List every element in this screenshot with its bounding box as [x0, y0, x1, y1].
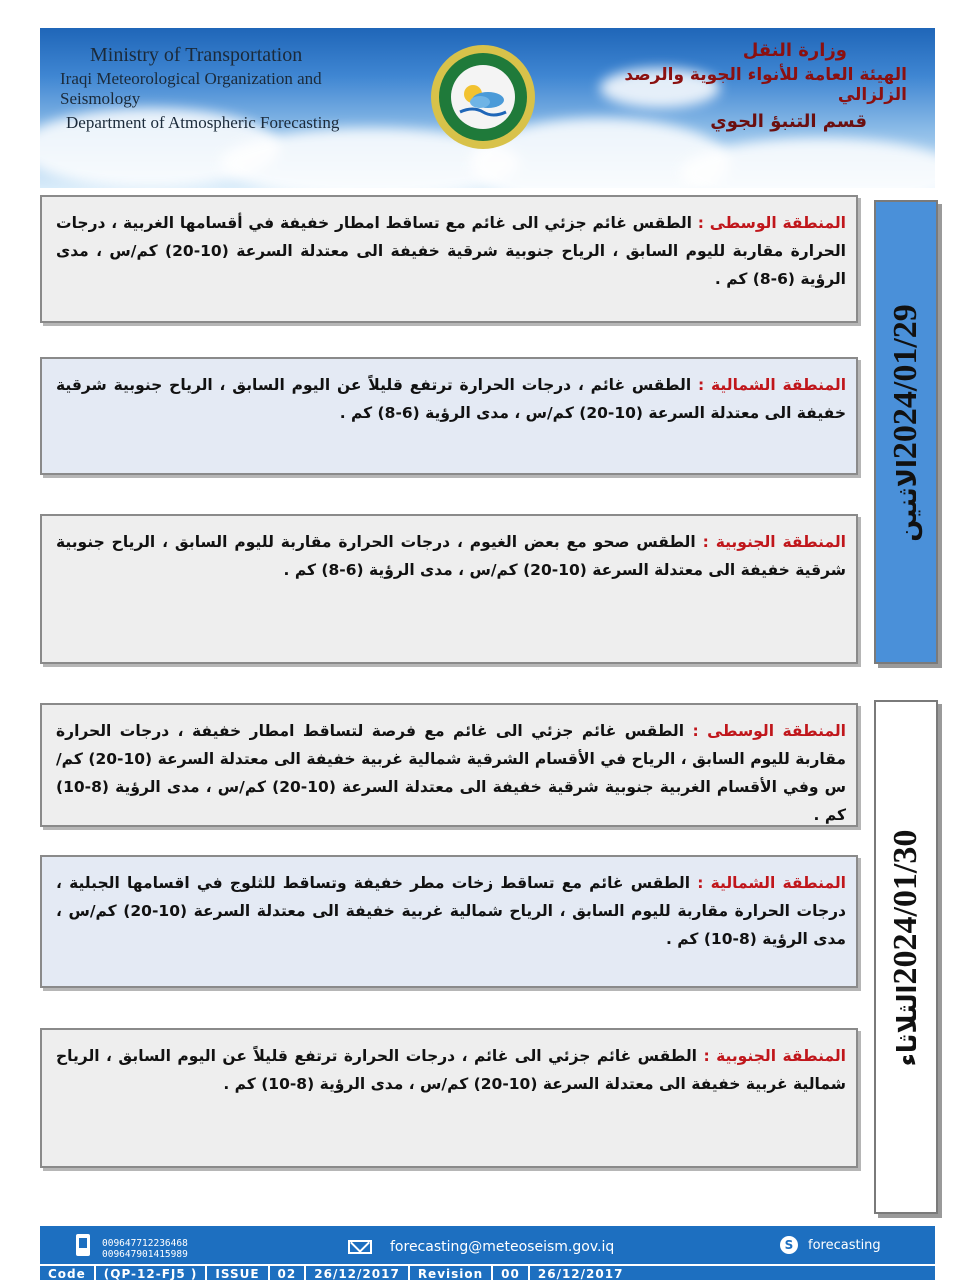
region-name: المنطقة الوسطى :: [697, 214, 846, 232]
header-english: [60, 44, 380, 133]
region-box-south-day2: [40, 1028, 858, 1168]
footer-contacts: [40, 1226, 935, 1264]
day-name: الثلاثاء: [893, 984, 923, 1067]
region-text: [56, 371, 846, 427]
region-forecast: الطقس غائم مع تساقط زخات مطر خفيفة وتساقط للثلوج في اقسامها الجبلية ، درجات الحرارة مقاربة لليوم السابق ، الرياح شمالية غربية خفيفة الى معتدلة السرعة (10-20) كم/س ، مدى الرؤية (8-10) كم .: [56, 874, 846, 948]
region-name: المنطقة الشمالية :: [697, 874, 846, 892]
day-label-1: [887, 304, 925, 560]
phone-icon: [76, 1234, 90, 1256]
organization-name-en: Iraqi Meteorological Organization and Seismology: [60, 69, 322, 108]
department-name-ar: قسم التنبؤ الجوي: [710, 111, 867, 132]
day-name: الاثنين: [893, 459, 923, 542]
region-name: المنطقة الجنوبية :: [703, 1047, 846, 1065]
phone-numbers: [102, 1238, 188, 1260]
issue-label: ISSUE: [205, 1266, 267, 1282]
organization-name-ar: الهيئة العامة للأنواء الجوية والرصد الزلزالي: [624, 65, 907, 105]
region-name: المنطقة الوسطى :: [692, 722, 846, 740]
ministry-name-en: Ministry of Transportation: [90, 44, 303, 66]
ministry-name-ar: وزارة النقل: [742, 40, 847, 61]
region-box-north-day1: [40, 357, 858, 475]
day-label-2: [887, 830, 925, 1085]
day-date: 2024/01/30: [887, 829, 924, 985]
issue-number: 02: [268, 1266, 305, 1282]
region-forecast: الطقس غائم جزئي الى غائم ، درجات الحرارة ترتفع قليلاً عن اليوم السابق ، الرياح شمالية غربية خفيفة الى معتدلة السرعة (10-20) كم/س ، مدى الرؤية (8-10) كم .: [56, 1047, 846, 1093]
region-forecast: الطقس غائم ، درجات الحرارة ترتفع قليلاً عن اليوم السابق ، الرياح جنوبية شرقية خفيفة الى معتدلة السرعة (10-20) كم/س ، مدى الرؤية (6-8) كم .: [56, 376, 846, 422]
day-tab-1: [874, 200, 938, 664]
region-forecast: الطقس صحو مع بعض الغيوم ، درجات الحرارة مقاربة لليوم السابق ، الرياح جنوبية شرقية خفيفة الى معتدلة السرعة (10-20) كم/س ، مدى الرؤية (6-8) كم .: [56, 533, 846, 579]
footer: [40, 1226, 935, 1280]
email-link[interactable]: forecasting@meteoseism.gov.iq: [390, 1239, 615, 1255]
region-box-central-day2: [40, 703, 858, 827]
region-name: المنطقة الشمالية :: [698, 376, 847, 394]
revision-label: Revision: [408, 1266, 491, 1282]
skype-handle[interactable]: forecasting: [808, 1238, 881, 1253]
region-box-central-day1: [40, 195, 858, 323]
region-text: [56, 528, 846, 584]
skype-icon: S: [780, 1236, 798, 1254]
code-value: (QP-12-FJ5 ): [94, 1266, 206, 1282]
region-text: [56, 1042, 846, 1098]
code-label: Code: [48, 1267, 86, 1281]
phone-number-1[interactable]: 009647712236468: [102, 1238, 188, 1249]
organization-logo: [428, 42, 538, 152]
revision-date: 26/12/2017: [528, 1266, 632, 1282]
region-box-north-day2: [40, 855, 858, 988]
region-box-south-day1: [40, 514, 858, 664]
region-text: [56, 869, 846, 953]
document-control-bar: [40, 1264, 935, 1282]
region-name: المنطقة الجنوبية :: [702, 533, 846, 551]
region-forecast: الطقس غائم جزئي الى غائم مع تساقط امطار خفيفة في أقسامها الغربية ، درجات الحرارة مقاربة لليوم السابق ، الرياح جنوبية شرقية خفيفة الى معتدلة السرعة (10-20) كم/س ، مدى الرؤية (6-8) كم .: [56, 214, 846, 288]
department-name-en: Department of Atmospheric Forecasting: [66, 113, 340, 132]
region-text: [56, 209, 846, 293]
region-forecast: الطقس غائم جزئي الى غائم مع فرصة لتساقط امطار خفيفة ، درجات الحرارة مقاربة لليوم السابق ، الرياح في الأقسام الشرقية شمالية غربية خفيفة الى معتدلة السرعة (10-20) كم/س وفي الأقسام الغربية جنوبية شرقية خفيفة الى معتدلة السرعة (10-20) كم/س ، مدى الرؤية (8-10) كم .: [56, 722, 846, 824]
issue-date: 26/12/2017: [304, 1266, 408, 1282]
header-arabic: [607, 40, 907, 132]
phone-number-2[interactable]: 009647901415989: [102, 1249, 188, 1260]
revision-number: 00: [491, 1266, 528, 1282]
mail-icon: [348, 1240, 372, 1254]
region-text: [56, 717, 846, 829]
day-date: 2024/01/29: [887, 304, 924, 460]
header-banner: [40, 28, 935, 188]
day-tab-2: [874, 700, 938, 1214]
